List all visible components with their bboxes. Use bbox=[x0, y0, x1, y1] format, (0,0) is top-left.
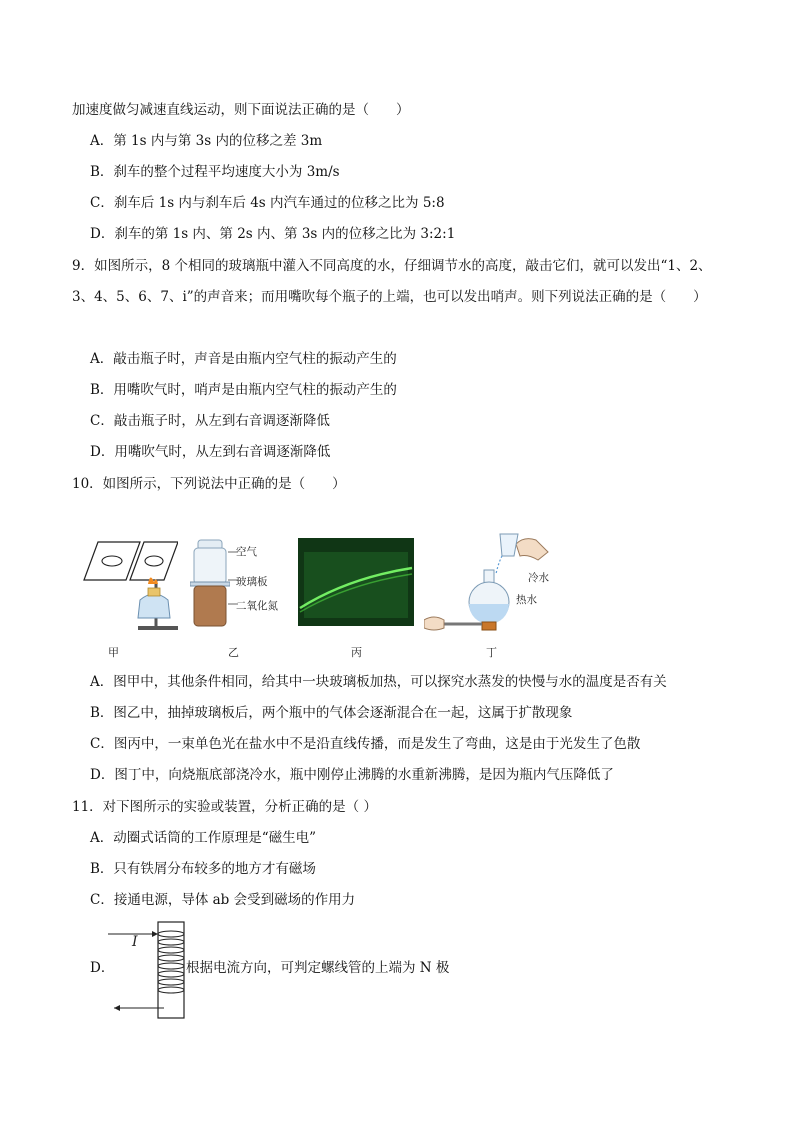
q10-option-c: C．图丙中，一束单色光在盐水中不是沿直线传播，而是发生了弯曲，这是由于光发生了色散 bbox=[90, 736, 641, 752]
q9-option-b: B．用嘴吹气时，哨声是由瓶内空气柱的振动产生的 bbox=[90, 382, 397, 398]
q9-stem-line2: 3、4、5、6、7、i”的声音来；而用嘴吹每个瓶子的上端，也可以发出哨声。则下列说法正确的是（ ） bbox=[72, 289, 707, 305]
label-air: 空气 bbox=[236, 546, 257, 558]
q11-option-a: A．动圈式话筒的工作原理是“磁生电” bbox=[90, 830, 317, 846]
q8-stem-tail: 加速度做匀减速直线运动，则下面说法正确的是（ ） bbox=[72, 102, 410, 118]
caption-jia: 甲 bbox=[108, 646, 119, 659]
label-glass-plate: 玻璃板 bbox=[236, 576, 268, 588]
label-nitrogen-dioxide: 二氧化氮 bbox=[236, 600, 278, 612]
figure-yi-leader-lines bbox=[228, 550, 238, 610]
q9-option-c: C．敲击瓶子时，从左到右音调逐渐降低 bbox=[90, 413, 330, 429]
q9-option-d: D．用嘴吹气时，从左到右音调逐渐降低 bbox=[90, 444, 331, 460]
caption-yi: 乙 bbox=[228, 646, 239, 659]
q11-option-d-label: D． bbox=[90, 960, 115, 976]
current-symbol: I bbox=[132, 934, 138, 950]
q11-option-c: C．接通电源，导体 ab 会受到磁场的作用力 bbox=[90, 892, 356, 908]
solenoid-diagram bbox=[108, 920, 194, 1020]
q10-option-d: D．图丁中，向烧瓶底部浇冷水，瓶中刚停止沸腾的水重新沸腾，是因为瓶内气压降低了 bbox=[90, 767, 614, 783]
q11-option-d-text: 根据电流方向，可判定螺线管的上端为 N 极 bbox=[186, 960, 450, 976]
label-cold-water: 冷水 bbox=[528, 572, 549, 584]
q8-option-b: B．刹车的整个过程平均速度大小为 3m/s bbox=[90, 164, 340, 180]
q9-stem-line1: 9．如图所示，8 个相同的玻璃瓶中灌入不同高度的水，仔细调节水的高度，敲击它们，就可以发出“1、2、 bbox=[72, 258, 712, 274]
q8-option-c: C．刹车后 1s 内与刹车后 4s 内汽车通过的位移之比为 5:8 bbox=[90, 195, 445, 211]
q10-stem: 10．如图所示，下列说法中正确的是（ ） bbox=[72, 476, 346, 492]
q10-option-b: B．图乙中，抽掉玻璃板后，两个瓶中的气体会逐渐混合在一起，这属于扩散现象 bbox=[90, 705, 573, 721]
q8-option-a: A．第 1s 内与第 3s 内的位移之差 3m bbox=[90, 133, 323, 149]
q10-option-a: A．图甲中，其他条件相同，给其中一块玻璃板加热，可以探究水蒸发的快慢与水的温度是否有关 bbox=[90, 674, 667, 690]
q8-option-d: D．刹车的第 1s 内、第 2s 内、第 3s 内的位移之比为 3:2:1 bbox=[90, 226, 456, 242]
figure-bing-photo bbox=[298, 538, 414, 626]
q9-option-a: A．敲击瓶子时，声音是由瓶内空气柱的振动产生的 bbox=[90, 351, 397, 367]
q11-stem: 11．对下图所示的实验或装置，分析正确的是（ ） bbox=[72, 799, 377, 815]
caption-ding: 丁 bbox=[486, 646, 497, 659]
figure-yi-illustration bbox=[190, 538, 230, 628]
caption-bing: 丙 bbox=[351, 646, 362, 659]
label-hot-water: 热水 bbox=[516, 594, 537, 606]
figure-jia-illustration bbox=[78, 530, 178, 635]
q11-option-b: B．只有铁屑分布较多的地方才有磁场 bbox=[90, 861, 316, 877]
q10-figure bbox=[78, 530, 558, 660]
